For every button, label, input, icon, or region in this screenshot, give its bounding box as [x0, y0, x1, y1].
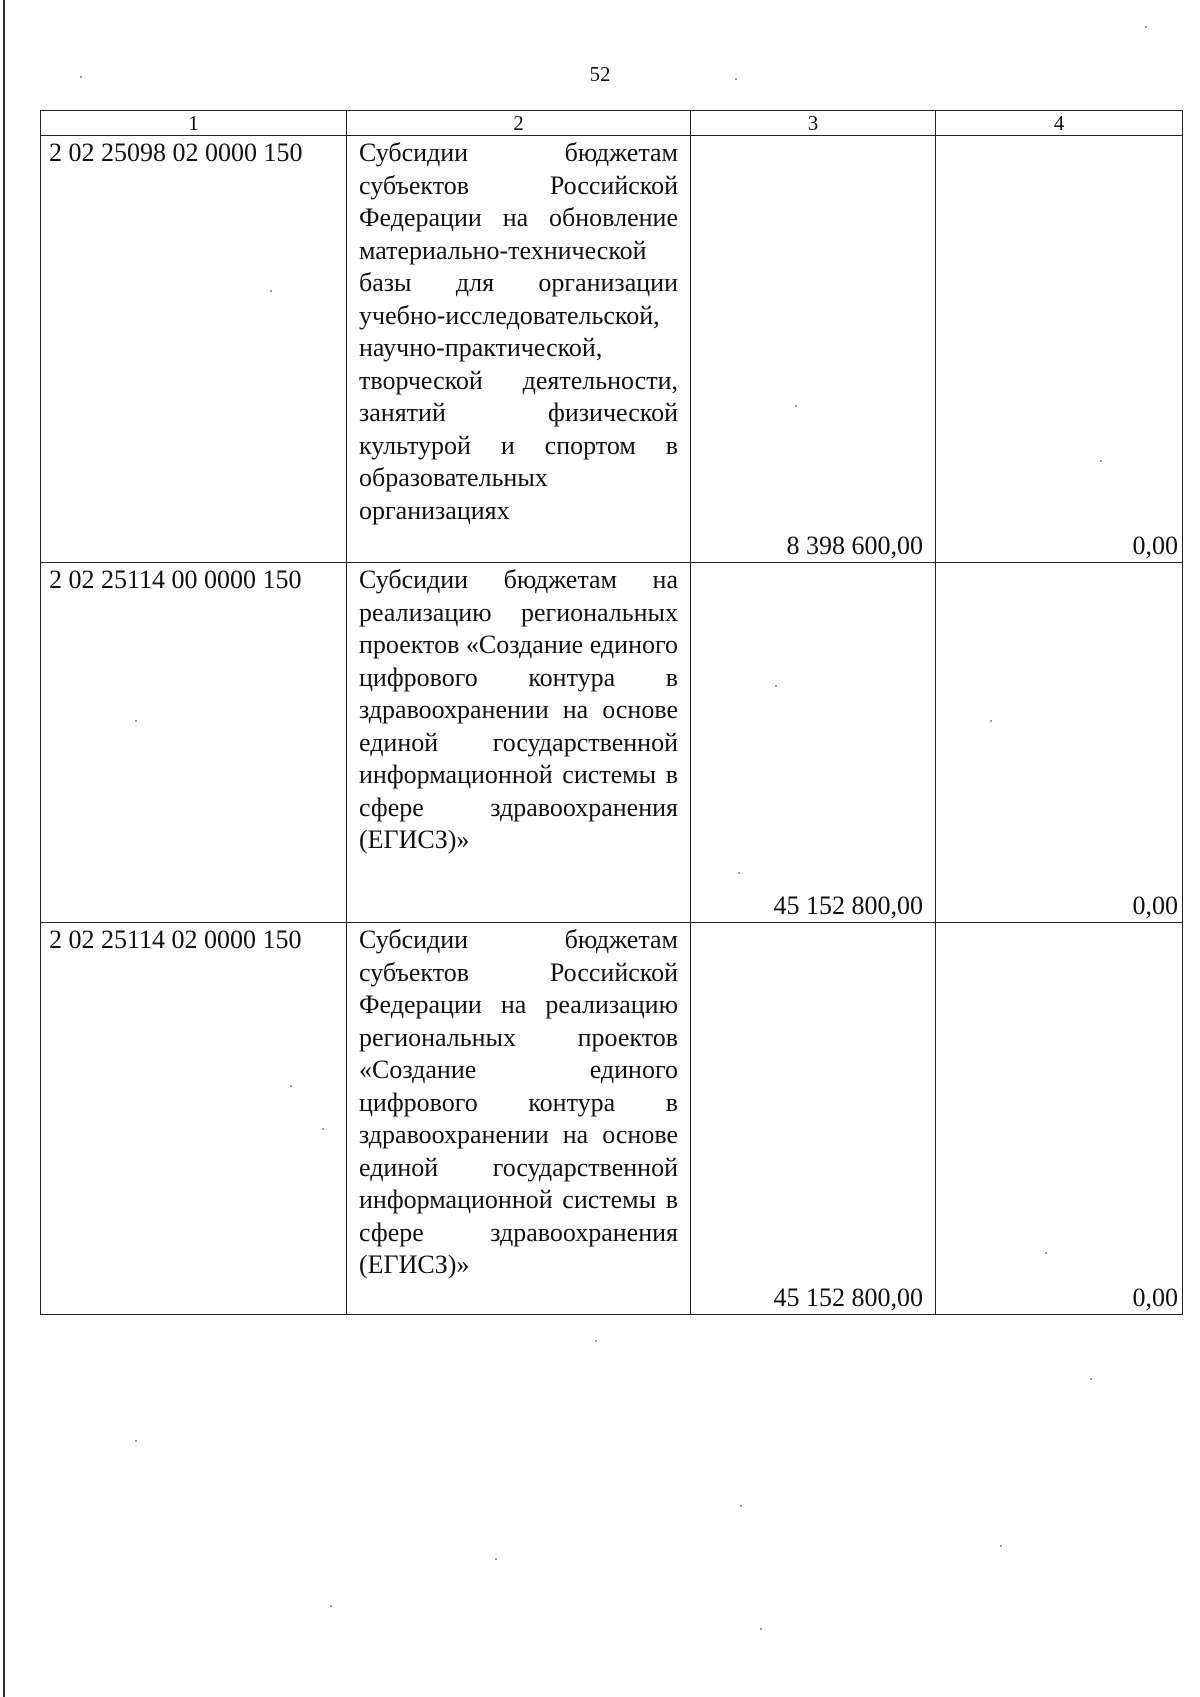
column-header-2: 2 [347, 111, 691, 136]
budget-table [40, 110, 1183, 1315]
revenue-name-text: Субсидии бюджетам субъектов Российской Федерации на реализацию региональных проектов «Создание единого цифрового контура в здравоохранении на основе единой государственной информационной системы в сфере здравоохранения (ЕГИСЗ)» [359, 925, 678, 1279]
revenue-name-text: Субсидии бюджетам на реализацию региональных проектов «Создание единого цифрового контура в здравоохранении на основе единой государственной информационной системы в сфере здравоохранения (ЕГИСЗ)» [359, 565, 678, 854]
page-number: 52 [589, 62, 611, 86]
amount-cell: 45 152 800,00 [691, 563, 936, 923]
budget-code-cell: 2 02 25114 00 0000 150 [41, 563, 347, 923]
page-scan-edge [3, 0, 5, 1697]
column-header-1: 1 [41, 111, 347, 136]
scan-speck [990, 720, 992, 722]
value-cell: 0,00 [936, 563, 1183, 923]
table-row [41, 136, 1183, 563]
revenue-name-text: Субсидии бюджетам субъектов Российской Федерации на обновление материально-технической базы для организации учебно-исследовательской, научно-практической, творческой деятельности, занятий физической культурой и спортом в образовательных организациях [359, 138, 678, 525]
scan-speck [135, 720, 137, 722]
scan-speck [135, 1440, 137, 1442]
column-header-3: 3 [691, 111, 936, 136]
scan-speck [795, 405, 797, 407]
scan-speck [1100, 460, 1102, 462]
value-cell: 0,00 [936, 136, 1183, 563]
scan-speck [595, 1340, 597, 1342]
amount-cell: 8 398 600,00 [691, 136, 936, 563]
scan-speck [775, 685, 777, 687]
scan-speck [1000, 1545, 1002, 1547]
scan-speck [270, 290, 272, 292]
budget-code-cell: 2 02 25098 02 0000 150 [41, 136, 347, 563]
column-header-4: 4 [936, 111, 1183, 136]
value-cell: 0,00 [936, 923, 1183, 1315]
table-header-row [41, 111, 1183, 136]
scan-speck [495, 1558, 497, 1560]
revenue-name-cell [347, 136, 691, 563]
scan-speck [290, 1085, 292, 1087]
table-row [41, 563, 1183, 923]
revenue-name-cell [347, 563, 691, 923]
amount-cell: 45 152 800,00 [691, 923, 936, 1315]
scan-speck [1090, 1378, 1092, 1380]
budget-code-cell: 2 02 25114 02 0000 150 [41, 923, 347, 1315]
revenue-name-cell [347, 923, 691, 1315]
scan-speck [80, 76, 82, 78]
scan-speck [740, 1505, 742, 1507]
scan-speck [738, 872, 740, 874]
table-row [41, 923, 1183, 1315]
scan-speck [760, 1628, 762, 1630]
scan-speck [1145, 26, 1147, 28]
scan-speck [322, 1128, 324, 1130]
scan-speck [330, 1605, 332, 1607]
scan-speck [1045, 1252, 1047, 1254]
scan-speck [735, 78, 737, 80]
